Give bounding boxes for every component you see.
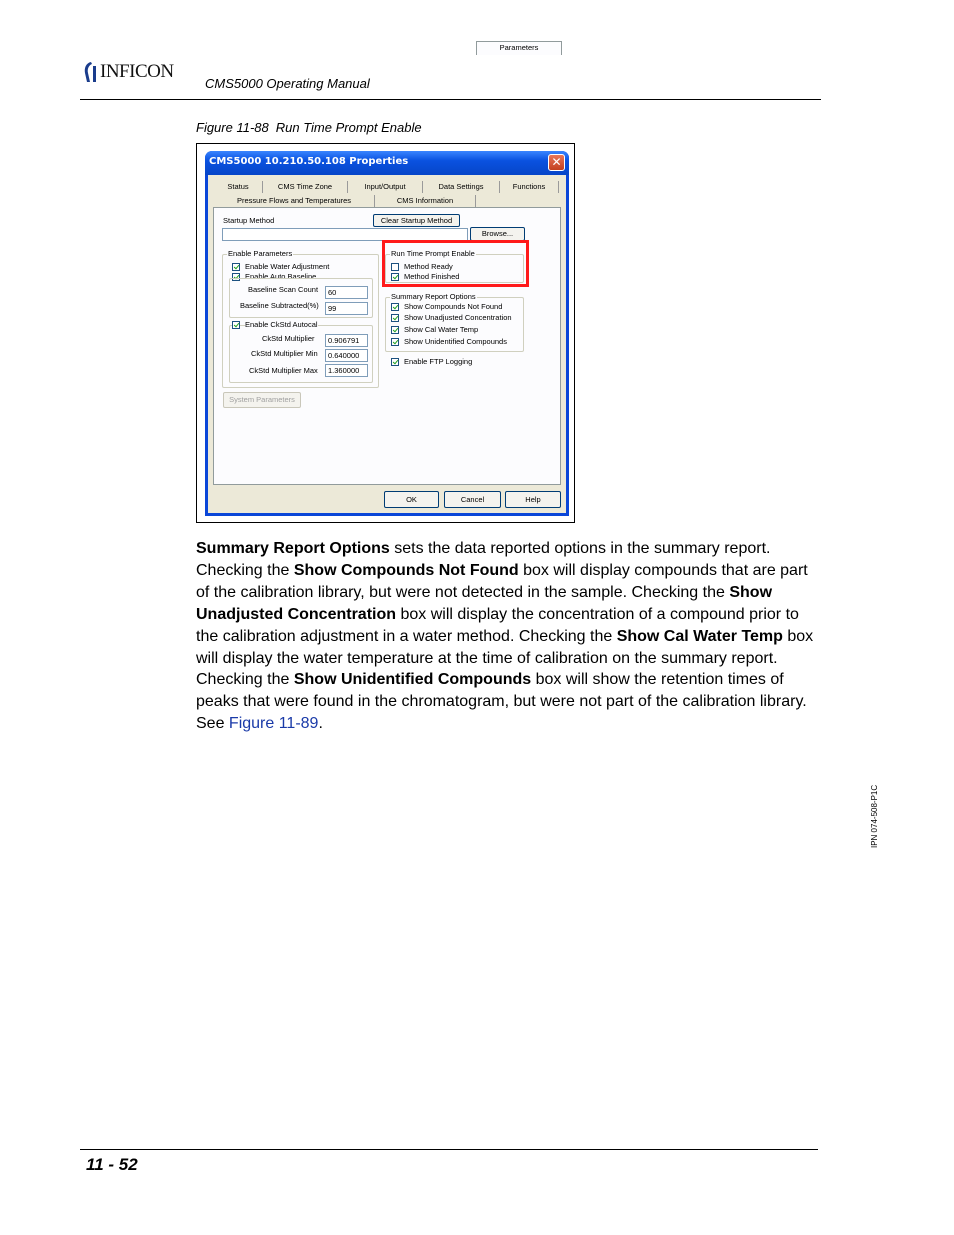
show-unadjusted-concentration-label: Show Unadjusted Concentration [404,313,512,322]
summary-report-title: Summary Report Options [391,292,476,301]
show-cal-water-temp-label: Show Cal Water Temp [404,325,479,334]
inficon-logo [82,60,174,84]
system-parameters-button[interactable]: System Parameters [223,392,301,408]
enable-auto-baseline-label: Enable Auto Baseline [245,272,317,281]
show-unidentified-compounds-label: Show Unidentified Compounds [404,337,507,346]
baseline-subtracted-field[interactable]: 99 [325,302,368,315]
text-end: . [318,715,323,733]
close-button[interactable] [548,154,565,171]
figure-11-89-link[interactable]: Figure 11-89 [228,715,319,733]
page-number: 11 - 52 [86,1155,138,1174]
show-compounds-not-found-label: Show Compounds Not Found [404,302,503,311]
enable-ckstd-autocal-label: Enable CkStd Autocal [245,320,318,329]
figure-caption [196,120,422,135]
header-divider [80,99,821,100]
close-icon: ✕ [551,155,562,169]
enable-ftp-logging-label: Enable FTP Logging [404,357,473,366]
show-cal-water-temp-checkbox[interactable] [391,326,399,334]
method-finished-label: Method Finished [404,272,460,281]
logo-text: INFICON [100,61,174,82]
cancel-button[interactable]: Cancel [444,491,501,508]
method-ready-label: Method Ready [404,262,453,271]
ok-button[interactable]: OK [384,491,439,508]
ckstd-multiplier-label: CkStd Multiplier [262,334,315,343]
show-unadjusted-concentration-checkbox[interactable] [391,314,399,322]
enable-water-adjustment-label: Enable Water Adjustment [245,262,330,271]
baseline-subtracted-label: Baseline Subtracted(%) [240,301,319,310]
footer-divider [80,1149,818,1150]
dialog-title: CMS5000 10.210.50.108 Properties [209,156,409,167]
text-segment-4: box will display the water temperature at the time of calibration on the summary report. Checking the [196,627,814,689]
document-title: CMS5000 Operating Manual [205,76,370,91]
text-segment-3: box will display the concentration of a compound prior to the calibration adjustment in a water method. Checking the [196,605,799,645]
enable-ftp-logging-checkbox[interactable] [391,358,399,366]
text-segment-2: box will display compounds that are part of the calibration library, but were not detected in the sample. Checking the [196,561,808,601]
tab-input-output[interactable]: Input/Output [348,181,423,193]
term-show-unidentified-compounds: Show Unidentified Compounds [293,671,532,689]
caption-number: Figure 11-88 [196,120,269,135]
clear-startup-method-button[interactable]: Clear Startup Method [373,214,460,227]
dialog-titlebar[interactable] [205,151,569,175]
startup-method-label: Startup Method [223,216,275,225]
tab-status[interactable]: Status [214,181,263,193]
body-paragraph [196,538,816,735]
show-unidentified-compounds-checkbox[interactable] [391,338,399,346]
tab-pressure-flows[interactable]: Pressure Flows and Temperatures [214,195,375,207]
term-summary-report-options: Summary Report Options [196,540,390,557]
browse-button[interactable]: Browse... [470,227,525,241]
term-show-unadjusted-concentration: Show Unadjusted Concentration [196,583,773,623]
tab-cms-time-zone[interactable]: CMS Time Zone [263,181,348,193]
text-segment-1: sets the data reported options in the summary report. Checking the [196,540,771,579]
help-button[interactable]: Help [505,491,561,508]
text-segment-5: box will show the retention times of peaks that were found in the chromatogram, but were not part of the calibration library. See [196,671,807,733]
baseline-scan-count-field[interactable]: 60 [325,286,368,299]
enable-water-adjustment-checkbox[interactable] [232,263,240,271]
enable-ckstd-autocal-checkbox[interactable] [232,321,240,329]
ckstd-multiplier-min-field[interactable]: 0.640000 [325,349,368,362]
baseline-scan-count-label: Baseline Scan Count [248,285,319,294]
ckstd-multiplier-field[interactable]: 0.906791 [325,334,368,347]
tab-functions[interactable]: Functions [500,181,559,193]
ckstd-multiplier-max-field[interactable]: 1.360000 [325,364,368,377]
run-time-prompt-highlight-box [382,240,529,287]
ipn-label: IPN 074-508-P1C [870,784,879,848]
enable-parameters-title: Enable Parameters [228,249,293,258]
caption-title: Run Time Prompt Enable [275,120,422,135]
tab-data-settings[interactable]: Data Settings [423,181,500,193]
ckstd-multiplier-min-label: CkStd Multiplier Min [251,349,318,358]
term-show-compounds-not-found: Show Compounds Not Found [293,561,519,579]
tab-parameters[interactable]: Parameters [476,41,562,55]
show-compounds-not-found-checkbox[interactable] [391,303,399,311]
inficon-logo-mark-icon [82,61,98,83]
tab-cms-information[interactable]: CMS Information [375,195,476,207]
term-show-cal-water-temp: Show Cal Water Temp [616,627,783,645]
run-time-prompt-title: Run Time Prompt Enable [391,249,475,258]
ckstd-multiplier-max-label: CkStd Multiplier Max [249,366,318,375]
